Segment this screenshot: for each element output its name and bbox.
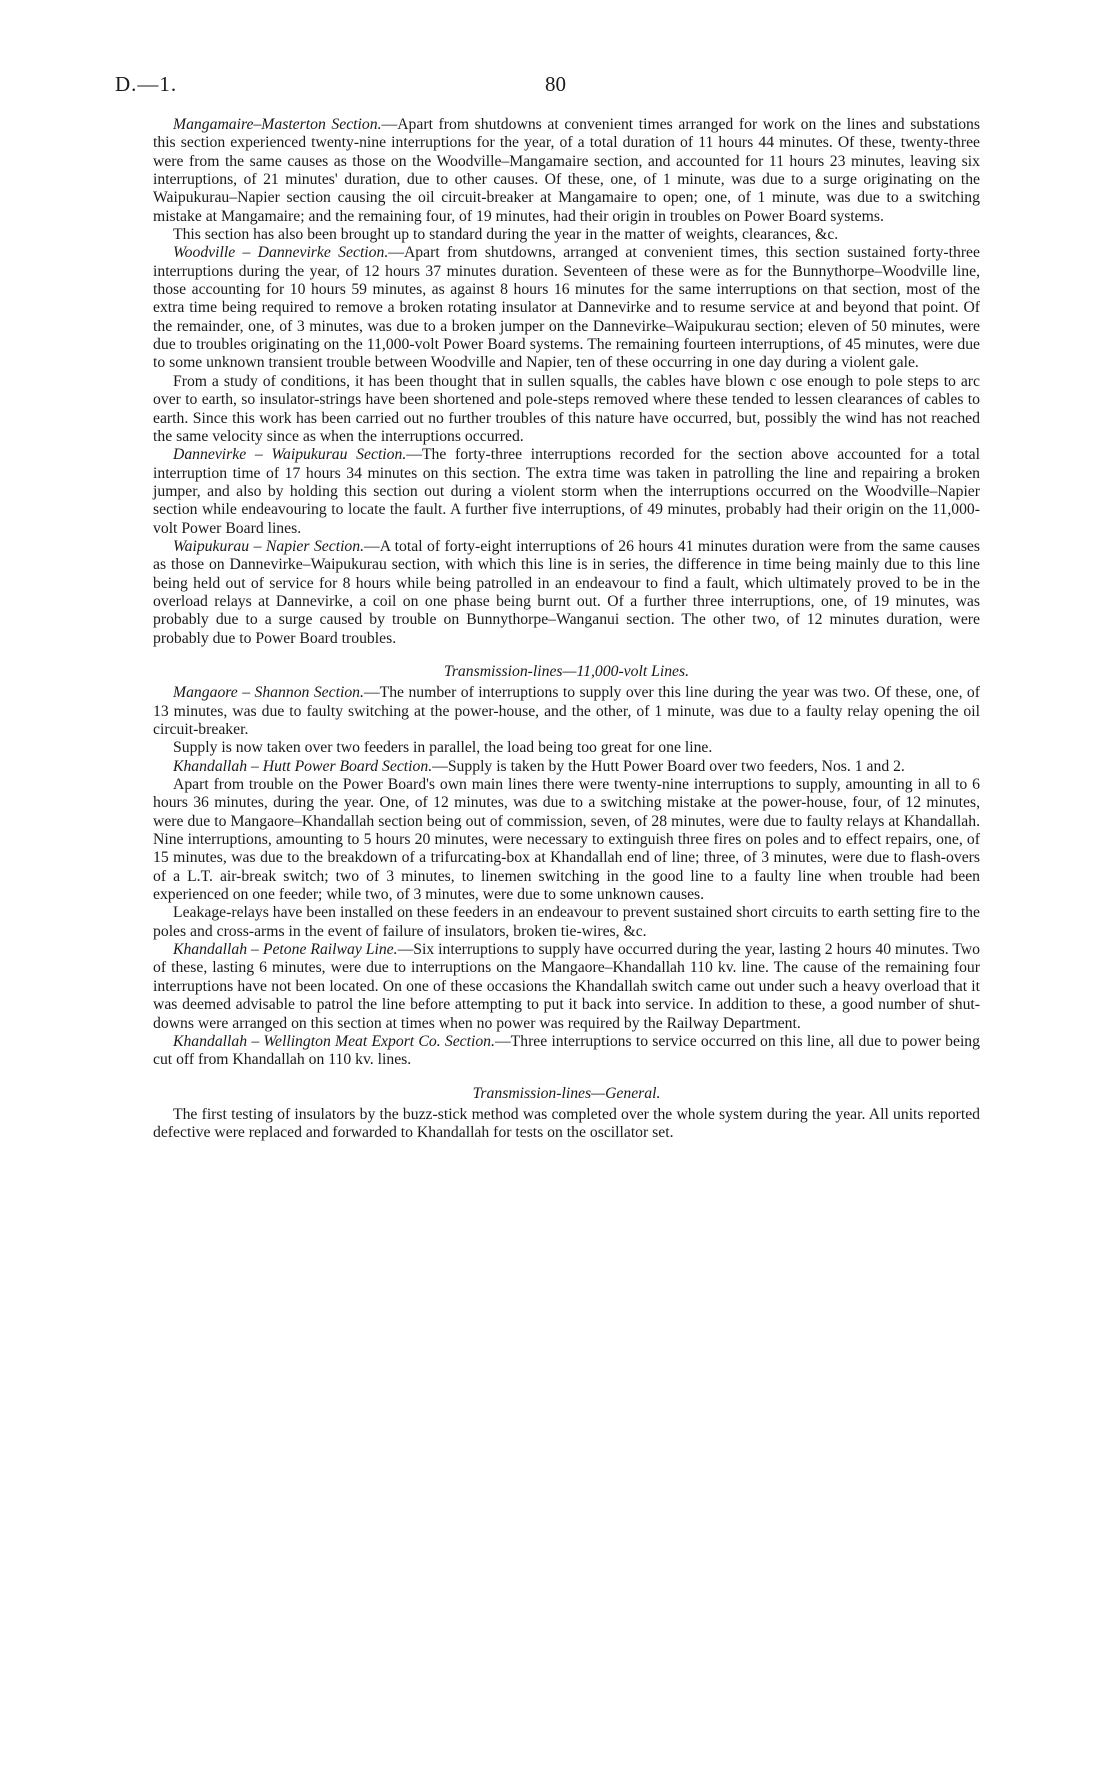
para-leakage-relays — [153, 904, 980, 941]
page-number: 80 — [545, 72, 566, 96]
paragraph-text: —The number of interruptions to supply over this line during the year was two. Of these, one, of 13 minutes, was due to faulty switching at the power-house, and the other, of 1 minute, was due to a faulty relay opening the oil circuit-breaker. — [153, 684, 981, 738]
paragraph-text: —Three interruptions to service occurred on this line, all due to power being cut off from Khandallah on 110 kv. lines. — [153, 1032, 980, 1069]
section-title: Khandallah – Wellington Meat Export Co. Section. — [173, 1032, 495, 1050]
paragraph-text: —The forty-three interruptions recorded for the section above accounted for a total interruption time of 17 hours 34 minutes on this section. The extra time was taken in patrolling the line and repairing a broken jumper, and also by holding this section out during a violent storm when the interruptions occurred on the Woodville–Napier section while endeavouring to locate the fault. A further five interruptions, of 49 minutes, probably had their origin on the 11,000-volt Power Board lines. — [153, 446, 980, 537]
para-khandallah-hutt — [153, 758, 980, 776]
para-standard-clearances — [153, 226, 980, 244]
section-title: Khandallah – Hutt Power Board Section. — [173, 757, 433, 775]
para-waipukurau-napier — [153, 538, 980, 648]
paragraph-text: The first testing of insulators by the buzz-stick method was completed over the whole system during the year. All units reported defective were replaced and forwarded to Khandallah for tests on the oscillator set. — [153, 1105, 980, 1142]
paragraph-text: —Six interruptions to supply have occurred during the year, lasting 2 hours 40 minutes. Two of these, lasting 6 minutes, were due to interruptions on the Mangaore–Khandallah 110 kv. line. The cause of the remaining four interruptions have not been located. On one of these occasions the Khandallah switch came out under such a heavy overload that it was deemed advisable to patrol the line before attempting to put it back into service. In addition to these, a good number of shut-downs were arranged on this section at times when no power was required by the Railway Department. — [153, 941, 980, 1032]
para-woodville-dannevirke — [153, 244, 980, 372]
section-title: Woodville – Dannevirke Section. — [173, 244, 389, 262]
heading-11kv-lines: Transmission-lines—11,000-volt Lines. — [443, 662, 690, 680]
report-reference: D.—1. — [115, 72, 178, 96]
section-title: Mangamaire–Masterton Section. — [173, 116, 382, 133]
para-power-board-trouble — [153, 776, 980, 904]
heading-general: Transmission-lines—General. — [472, 1084, 661, 1102]
paragraph-text: From a study of conditions, it has been thought that in sullen squalls, the cables have blown c ose enough to pole steps to arc over to earth, so insulator-strings have been shortened and pole-steps removed where these tended to lessen clearances of cables to earth. Since this work has been carried out no further troubles of this nature have occurred, but, possibly the wind has not reached the same velocity since as when the interruptions occurred. — [153, 372, 980, 445]
paragraph-text: Leakage-relays have been installed on these feeders in an endeavour to prevent sustained short circuits to earth setting fire to the poles and cross-arms in the event of failure of insulators, broken tie-wires, &c. — [153, 904, 980, 940]
para-feeders-parallel — [153, 739, 980, 757]
section-title: Dannevirke – Waipukurau Section. — [173, 446, 407, 464]
section-title: Waipukurau – Napier Section. — [173, 537, 365, 555]
paragraph-text: This section has also been brought up to standard during the year in the matter of weights, clearances, &c. — [173, 226, 839, 244]
page-header — [115, 72, 995, 102]
para-mangaore-shannon — [153, 684, 980, 739]
document-body — [153, 116, 980, 1143]
para-mangamaire-masterton — [153, 116, 980, 226]
paragraph-text: Supply is now taken over two feeders in parallel, the load being too great for one line. — [173, 739, 713, 757]
para-khandallah-meat-export — [153, 1033, 980, 1070]
paragraph-text: Apart from trouble on the Power Board's own main lines there were twenty-nine interruptions to supply, amounting in all to 6 hours 36 minutes, during the year. One, of 12 minutes, was due to a switching mistake at the power-house, four, of 12 minutes, were due to Mangaore–Khandallah section being out of commission, seven, of 28 minutes, were due to faulty relays at Khandallah. Nine interruptions, amounting to 5 hours 20 minutes, were necessary to extinguish three fires on poles and to effect repairs, one, of 15 minutes, was due to the breakdown of a trifurcating-box at Khandallah end of line; three, of 3 minutes, were due to flash-overs of a L.T. air-break switch; two of 3 minutes, to linemen switching in the good line to a faulty line when trouble had been experienced on one feeder; while two, of 3 minutes, were due to some unknown causes. — [153, 776, 980, 904]
paragraph-text: —Apart from shutdowns, arranged at convenient times, this section sustained forty-three interruptions during the year, of 12 hours 37 minutes duration. Seventeen of these were as for the Bunnythorpe–Woodville line, those accounting for 10 hours 59 minutes, as against 8 hours 16 minutes for the same interruptions on that section, most of the extra time being required to remove a broken rotating insulator at Dannevirke and to resume service at and beyond that point. Of the remainder, one, of 3 minutes, was due to a broken jumper on the Dannevirke–Waipukurau section; eleven of 50 minutes, were due to troubles originating on the 11,000-volt Power Board systems. The remaining fourteen interruptions, of 45 minutes, were due to some unknown transient trouble between Woodville and Napier, ten of these occurring in one day during a violent gale. — [153, 244, 980, 372]
paragraph-text: —A total of forty-eight interruptions of 26 hours 41 minutes duration were from the same causes as those on Dannevirke–Waipukurau section, with which this line is in series, the difference in time being mainly due to this line being held out of service for 8 hours while being patrolled in an endeavour to find a fault, which ultimately proved to be in the overload relays at Dannevirke, a coil on one phase being burnt out. Of a further three interruptions, one, of 19 minutes, was probably due to a surge caused by trouble on Bunnythorpe–Wanganui section. The other two, of 12 minutes duration, were probably due to Power Board troubles. — [153, 537, 980, 647]
section-title: Mangaore – Shannon Section. — [173, 684, 364, 702]
para-squalls — [153, 373, 980, 446]
para-khandallah-petone — [153, 941, 980, 1033]
para-dannevirke-waipukurau — [153, 446, 980, 538]
paragraph-text: —Apart from shutdowns at convenient times arranged for work on the lines and substations this section experienced twenty-nine interruptions for the year, of a total duration of 11 hours 44 minutes. Of these, twenty-three were from the same causes as those on the Woodville–Mangamaire section, and accounted for 11 hours 23 minutes, leaving six interruptions, of 21 minutes' duration, due to other causes. Of these, one, of 1 minute, was due to a surge originating on the Waipukurau–Napier section causing the oil circuit-breaker at Mangamaire to open; one, of 1 minute, was due to a switching mistake at Mangamaire; and the remaining four, of 19 minutes, had their origin in troubles on Power Board systems. — [153, 116, 980, 225]
section-title: Khandallah – Petone Railway Line. — [173, 941, 398, 959]
paragraph-text: —Supply is taken by the Hutt Power Board over two feeders, Nos. 1 and 2. — [432, 757, 905, 775]
para-buzz-stick — [153, 1106, 980, 1143]
